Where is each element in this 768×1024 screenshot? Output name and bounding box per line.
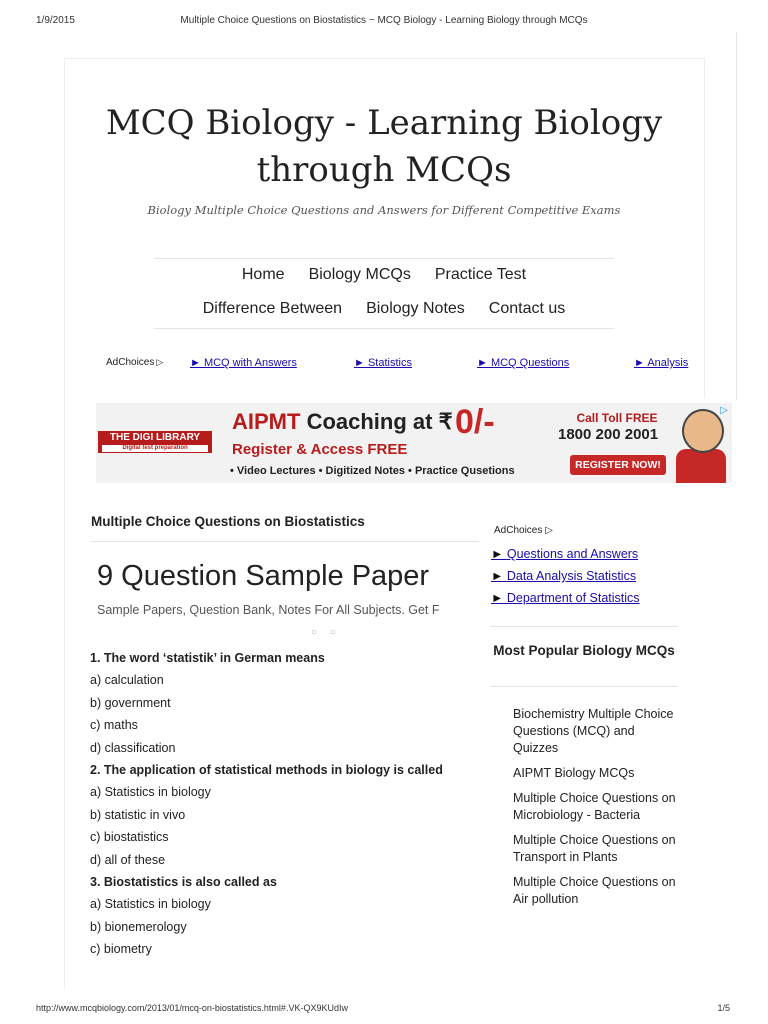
ad-link-analysis[interactable]: ► Analysis — [634, 357, 689, 369]
adchoices-icon[interactable]: ▷ — [542, 525, 553, 536]
print-date: 1/9/2015 — [36, 15, 75, 26]
print-doc-title: Multiple Choice Questions on Biostatistics ~ MCQ Biology - Learning Biology through MCQs — [180, 15, 588, 26]
option: c) maths — [90, 718, 138, 733]
site-title[interactable] — [80, 100, 688, 194]
ad-link-statistics[interactable]: ► Statistics — [354, 357, 412, 369]
page-frame-right — [704, 58, 705, 398]
print-header — [0, 0, 768, 40]
popular-item[interactable]: AIPMT Biology MCQs — [513, 766, 635, 780]
popular-widget-title: Most Popular Biology MCQs — [493, 643, 675, 658]
nav-contact-us[interactable]: Contact us — [488, 300, 566, 317]
ad-link-bar — [106, 357, 706, 375]
popular-item[interactable]: Multiple Choice Questions on Air pollution — [513, 875, 676, 906]
banner-register-button[interactable]: REGISTER NOW! — [570, 455, 666, 475]
post-title: Multiple Choice Questions on Biostatistics — [91, 514, 365, 529]
banner-mascot-icon — [682, 409, 724, 453]
banner-mascot-body — [676, 449, 726, 483]
ad-link-mcq-with-answers[interactable]: ► MCQ with Answers — [190, 357, 297, 369]
adchoices-icon[interactable]: ▷ — [156, 357, 164, 367]
banner-logo: THE DIGI LIBRARY Digital test preparation — [98, 431, 212, 453]
site-tagline: Biology Multiple Choice Questions and Answers for Different Competitive Exams — [147, 203, 621, 217]
print-url: http://www.mcqbiology.com/2013/01/mcq-on-biostatistics.html#.VK-QX9KUdIw — [36, 1003, 348, 1013]
print-footer — [0, 1003, 768, 1024]
banner-headline: AIPMT Coaching at ₹ — [232, 409, 453, 434]
popular-item[interactable]: Multiple Choice Questions on Microbiology - Bacteria — [513, 791, 676, 822]
banner-features: • Video Lectures • Digitized Notes • Practice Qusetions — [230, 465, 515, 477]
banner-phone: 1800 200 2001 — [558, 426, 659, 443]
option: c) biometry — [90, 942, 152, 957]
option: a) calculation — [90, 673, 164, 688]
option: b) statistic in vivo — [90, 807, 186, 822]
banner-call-label: Call Toll FREE — [576, 411, 658, 425]
question-1: 1. The word ‘statistik’ in German means — [90, 651, 325, 665]
sidebar-divider — [490, 626, 678, 627]
banner-subheadline: Register & Access FREE — [232, 441, 408, 458]
option: b) government — [90, 695, 171, 710]
question-2: 2. The application of statistical methods in biology is called — [90, 763, 443, 778]
scroll-edge — [736, 32, 737, 400]
ad-link-mcq-questions[interactable]: ► MCQ Questions — [477, 357, 570, 369]
nav-difference-between[interactable]: Difference Between — [202, 300, 343, 317]
sidebar-ad-link[interactable]: ► Department of Statistics — [491, 591, 640, 605]
sidebar-ad-link[interactable]: ► Questions and Answers — [491, 547, 639, 561]
site-title-line1[interactable]: MCQ Biology - Learning Biology — [105, 103, 663, 143]
nav-biology-notes[interactable]: Biology Notes — [366, 300, 465, 317]
nav-divider-bottom — [154, 328, 614, 329]
option: d) all of these — [90, 852, 166, 867]
sidebar-adchoices[interactable]: AdChoices ▷ — [494, 525, 553, 536]
adchoices-label[interactable]: AdChoices ▷ — [106, 357, 164, 368]
popular-list — [513, 706, 678, 916]
option: d) classification — [90, 740, 176, 755]
page-frame-top — [64, 58, 704, 59]
main-nav-row-2 — [140, 300, 628, 318]
sidebar-ad-links — [491, 543, 640, 609]
text-ad-subtext[interactable]: Sample Papers, Question Bank, Notes For All Subjects. Get F — [97, 603, 440, 617]
ad-carousel-dots[interactable]: ○ ○ — [311, 627, 341, 638]
option: c) biostatistics — [90, 830, 169, 845]
banner-price: 0/- — [455, 403, 495, 441]
site-title-line2[interactable]: through MCQs — [256, 150, 512, 190]
popular-item[interactable]: Multiple Choice Questions on Transport in Plants — [513, 833, 676, 864]
print-page-number: 1/5 — [717, 1003, 730, 1013]
post-title-divider — [91, 541, 479, 542]
nav-divider-top — [154, 258, 614, 259]
option: b) bionemerology — [90, 919, 187, 934]
nav-home[interactable]: Home — [241, 266, 285, 283]
banner-ad[interactable] — [96, 403, 732, 483]
question-3: 3. Biostatistics is also called as — [90, 875, 277, 890]
ad-info-icon[interactable]: ▷ — [720, 405, 728, 416]
popular-item[interactable]: Biochemistry Multiple Choice Questions (MCQ) and Quizzes — [513, 707, 674, 755]
option: a) Statistics in biology — [90, 785, 211, 800]
nav-biology-mcqs[interactable]: Biology MCQs — [308, 266, 411, 283]
question-list — [90, 647, 485, 961]
main-nav-row-1 — [140, 266, 628, 284]
text-ad-heading[interactable]: 9 Question Sample Paper — [97, 560, 430, 592]
sidebar-divider — [490, 686, 678, 687]
page-frame-left — [64, 58, 65, 988]
option: a) Statistics in biology — [90, 897, 211, 912]
sidebar-ad-link[interactable]: ► Data Analysis Statistics — [491, 569, 637, 583]
nav-practice-test[interactable]: Practice Test — [434, 266, 527, 283]
